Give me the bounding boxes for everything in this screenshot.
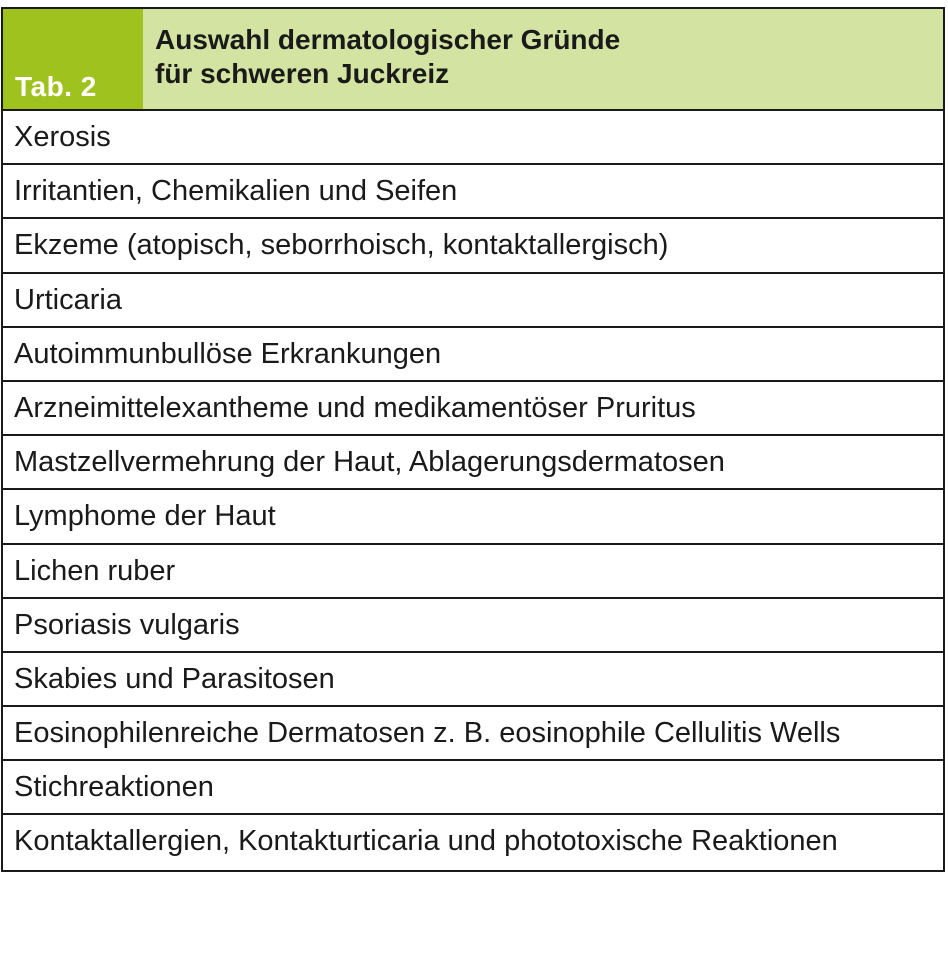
table-row: Skabies und Parasitosen (3, 653, 943, 707)
table-title-line-1: Auswahl dermatologischer Gründe (155, 24, 621, 55)
table-row: Autoimmunbullöse Erkrankungen (3, 328, 943, 382)
table-row: Lichen ruber (3, 545, 943, 599)
table-row: Arzneimittelexantheme und medikamentöser Pruritus (3, 382, 943, 436)
table-row: Kontaktallergien, Kontakturticaria und phototoxische Reaktionen (14, 825, 838, 858)
table-number-label: Tab. 2 (3, 9, 143, 109)
table-row: Xerosis (3, 111, 943, 165)
table-row: Urticaria (3, 274, 943, 328)
table-row: Ekzeme (atopisch, seborrhoisch, kontaktallergisch) (3, 219, 943, 273)
cause-table (1, 7, 945, 872)
table-row: Eosinophilenreiche Dermatosen z. B. eosinophile Cellulitis Wells (3, 707, 943, 761)
table-header (3, 9, 943, 111)
table-row: Mastzellvermehrung der Haut, Ablagerungsdermatosen (3, 436, 943, 490)
table-title (143, 9, 943, 109)
table-row: Psoriasis vulgaris (3, 599, 943, 653)
table-row: Lymphome der Haut (3, 490, 943, 544)
table-row: Irritantien, Chemikalien und Seifen (3, 165, 943, 219)
table-title-line-2: für schweren Juckreiz (155, 58, 450, 89)
table-row: Stichreaktionen (3, 761, 943, 815)
table-rows (3, 111, 943, 870)
